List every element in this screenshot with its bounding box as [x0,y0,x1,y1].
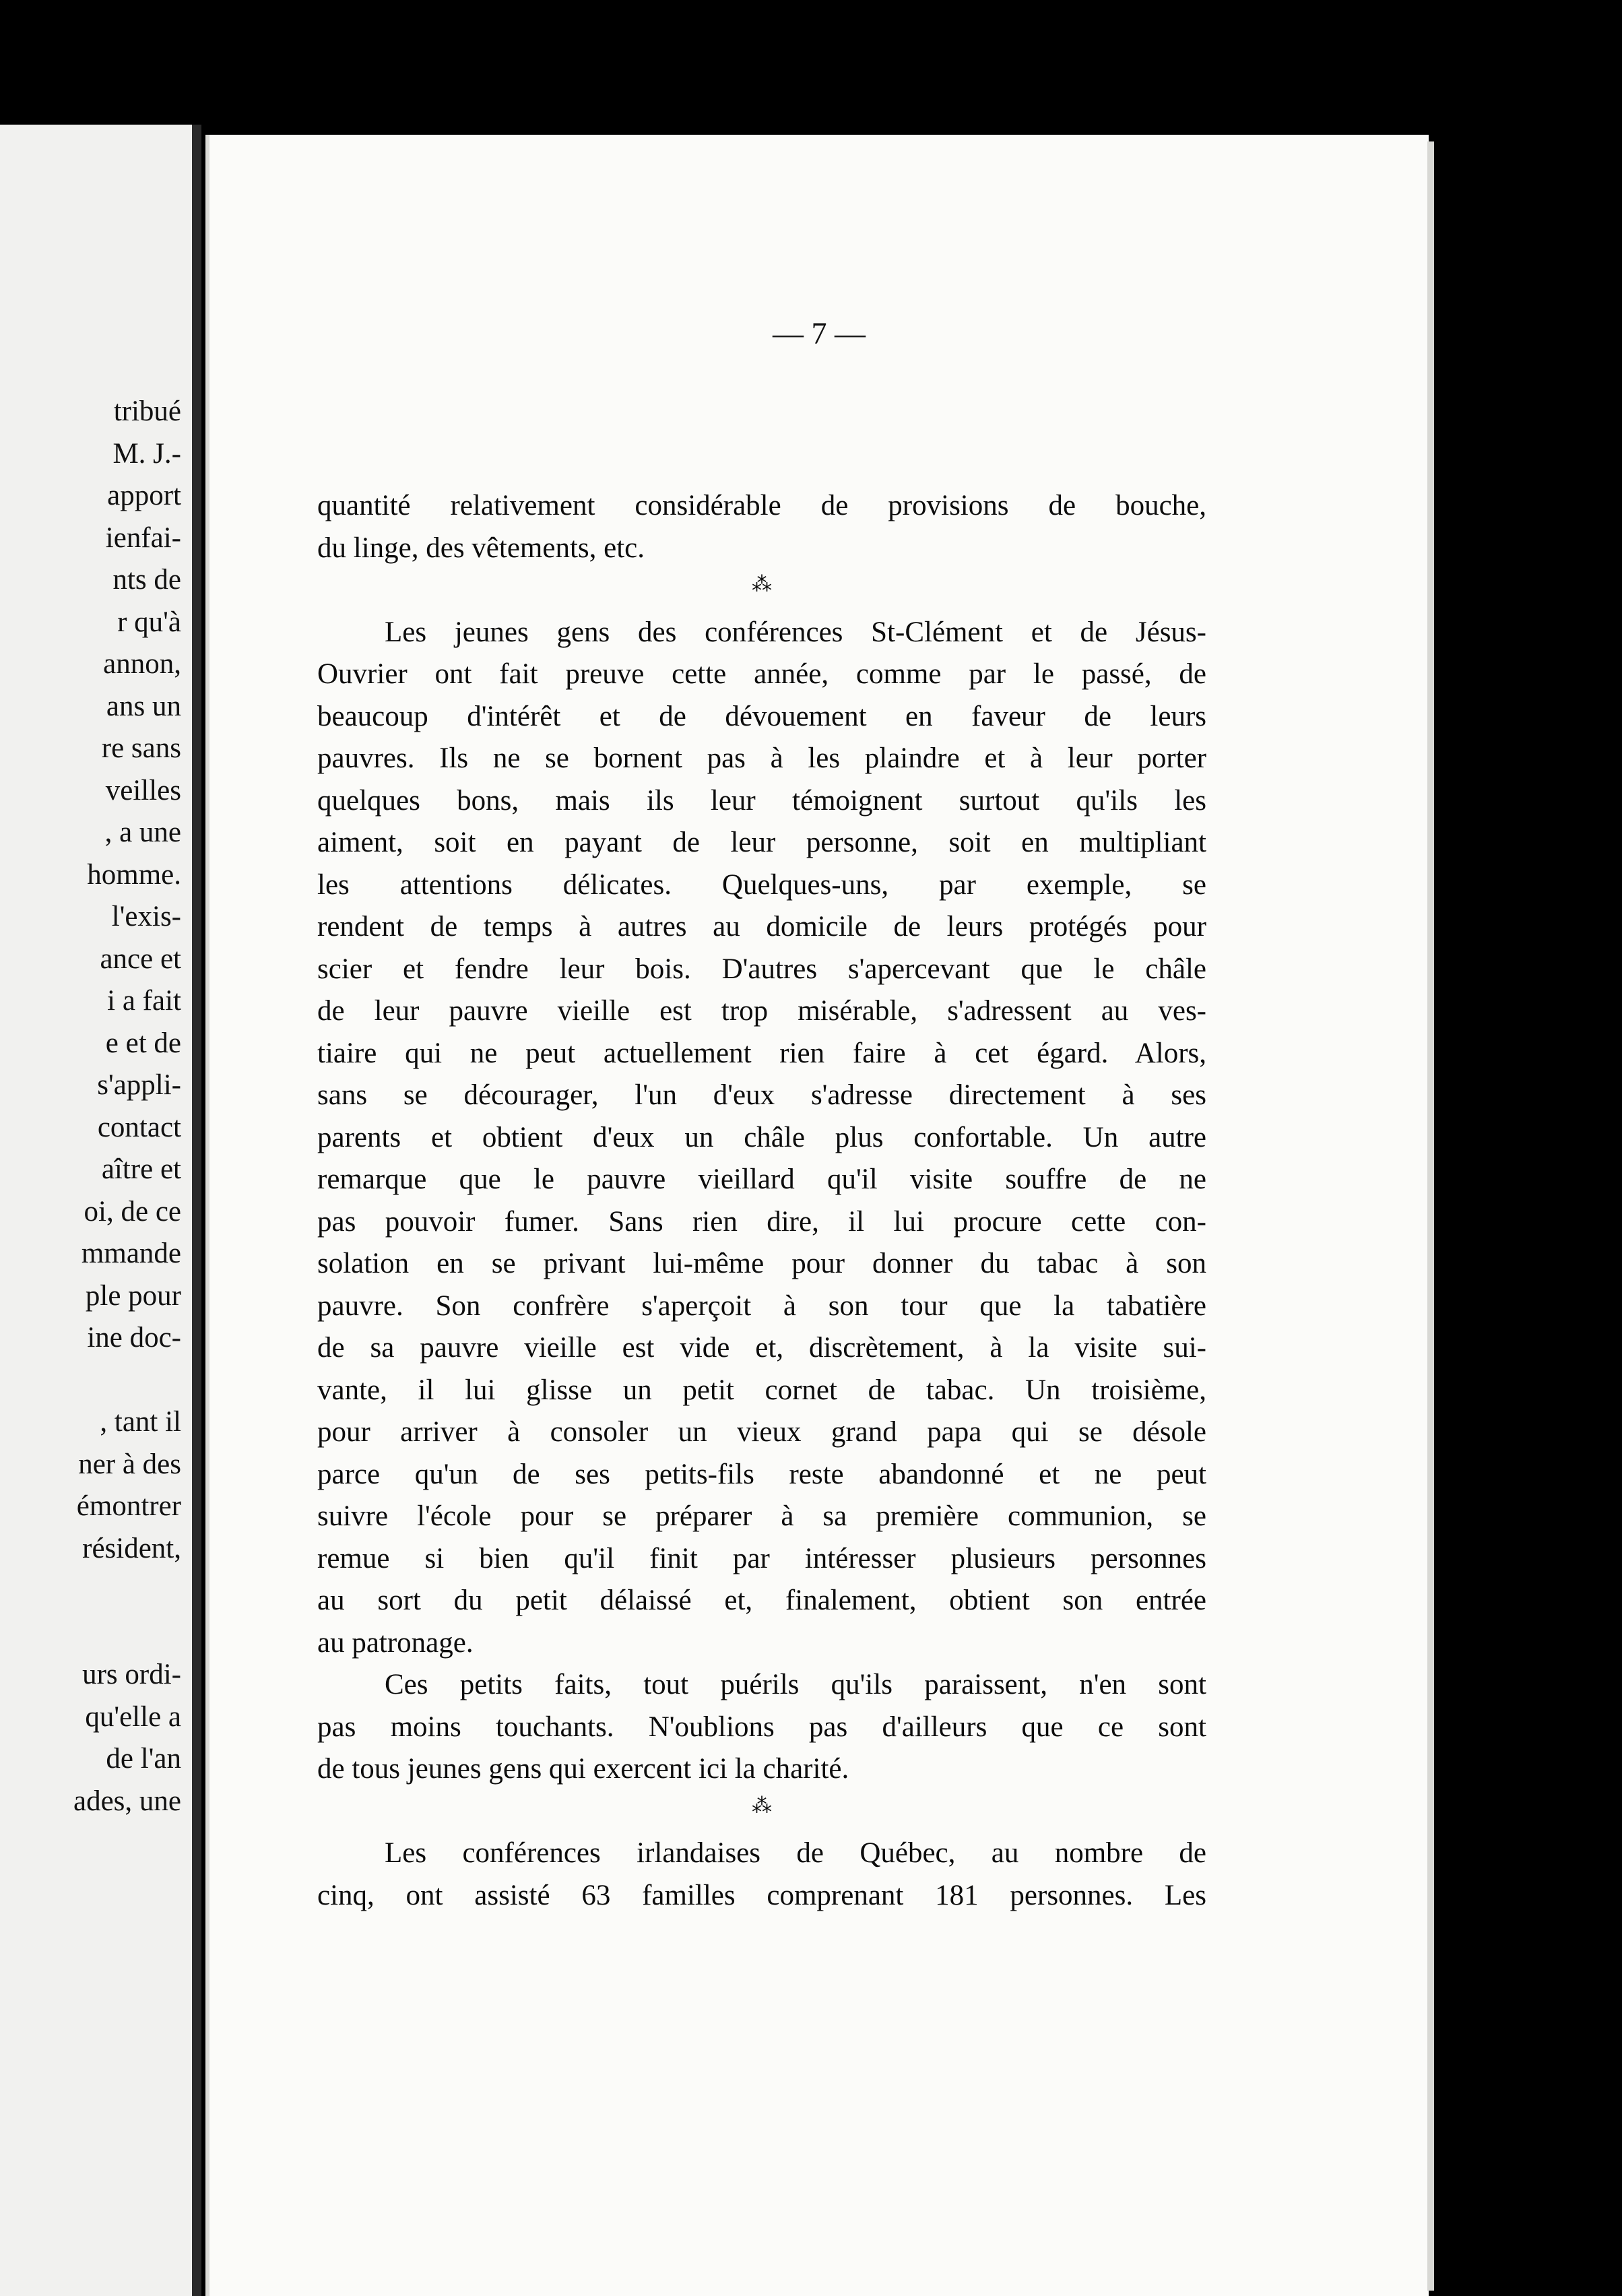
text-line: au patronage. [317,1626,474,1659]
facing-page-line: oi, de ce [84,1195,181,1227]
facing-page-line: émontrer [76,1490,181,1522]
text-line: aiment, soit en payant de leur personne, soit en multipliant [317,827,1206,858]
facing-page-line: r qu'à [117,606,181,638]
facing-page-line: M. J.- [112,437,181,470]
text-line: Les jeunes gens des conférences St-Clément et de Jésus- [385,616,1206,648]
text-line: solation en se privant lui-même pour donner du tabac à son [317,1248,1206,1279]
text-line: pauvre. Son confrère s'aperçoit à son tour que la tabatière [317,1289,1206,1322]
text-line: cinq, ont assisté 63 familles comprenant 181 personnes. Les [317,1879,1206,1911]
facing-page-line: , a une [104,817,181,848]
text-line: beaucoup d'intérêt et de dévouement en faveur de leurs [317,700,1206,732]
facing-page-line: ner à des [78,1448,181,1480]
page-body [317,485,1206,1917]
paragraph [317,485,1206,569]
facing-page-gap [0,1570,181,1612]
facing-page-line: tribué [113,395,181,427]
section-separator: ⁂ [752,573,772,596]
text-line: de sa pauvre vieille est vide et, discrètement, à la visite sui- [317,1332,1206,1364]
text-line: parents et obtient d'eux un châle plus confortable. Un autre [317,1121,1206,1153]
facing-page-line: mmande [81,1238,181,1269]
facing-page-gap [0,1360,181,1402]
facing-page-line: nts de [112,564,181,596]
paragraph [317,1832,1206,1917]
facing-page-line: s'appli- [97,1069,181,1101]
text-line: pour arriver à consoler un vieux grand papa qui se désole [317,1416,1206,1448]
text-line: scier et fendre leur bois. D'autres s'apercevant que le châle [317,953,1206,985]
text-line: quelques bons, mais ils leur témoignent surtout qu'ils les [317,784,1206,817]
paragraph [317,612,1206,1665]
facing-page-line: l'exis- [111,901,181,932]
text-line: sans se décourager, l'un d'eux s'adresse directement à ses [317,1079,1206,1111]
facing-page-line: homme. [87,858,181,891]
facing-page-line: ine doc- [87,1322,181,1353]
facing-page-line: ans un [106,690,181,722]
facing-page-line: aître et [101,1153,181,1185]
paragraph [317,1664,1206,1791]
facing-page-line: apport [107,480,181,511]
section-separator: ⁂ [752,1794,772,1817]
facing-page-line: ienfai- [105,521,181,554]
text-line: pas moins touchants. N'oublions pas d'ailleurs que ce sont [317,1711,1206,1743]
text-line: de tous jeunes gens qui exercent ici la charité. [317,1753,849,1785]
text-line: remue si bien qu'il finit par intéresser plusieurs personnes [317,1542,1206,1574]
text-line: Ces petits faits, tout puérils qu'ils paraissent, n'en sont [385,1669,1206,1700]
text-line: remarque que le pauvre vieillard qu'il visite souffre de ne [317,1163,1206,1195]
facing-page-left [0,125,201,2296]
text-line: parce qu'un de ses petits-fils reste abandonné et ne peut [317,1458,1206,1490]
page-right [205,135,1429,2296]
facing-page-line: résident, [82,1532,181,1564]
text-line: les attentions délicates. Quelques-uns, par exemple, se [317,868,1206,901]
facing-page-line: de l'an [106,1743,181,1775]
facing-page-text [0,391,181,1822]
text-line: Ouvrier ont fait preuve cette année, comme par le passé, de [317,658,1206,690]
text-line: Les conférences irlandaises de Québec, au nombre de [385,1837,1206,1869]
text-line: du linge, des vêtements, etc. [317,532,645,564]
text-line: suivre l'école pour se préparer à sa première communion, se [317,1500,1206,1532]
text-line: pas pouvoir fumer. Sans rien dire, il lui procure cette con- [317,1205,1206,1238]
text-line: quantité relativement considérable de provisions de bouche, [317,490,1206,521]
facing-page-line: annon, [103,648,181,680]
text-line: rendent de temps à autres au domicile de leurs protégés pour [317,911,1206,943]
facing-page-gap [0,1612,181,1655]
facing-page-line: veilles [105,774,181,806]
page-edge [1427,141,1434,2291]
facing-page-line: urs ordi- [82,1659,181,1690]
facing-page-line: qu'elle a [85,1700,181,1733]
text-line: pauvres. Ils ne se bornent pas à les plaindre et à leur porter [317,742,1206,774]
facing-page-line: ple pour [85,1279,181,1312]
text-line: vante, il lui glisse un petit cornet de tabac. Un troisième, [317,1374,1206,1406]
facing-page-line: re sans [101,732,181,764]
facing-page-line: e et de [105,1027,181,1059]
facing-page-line: contact [97,1111,181,1143]
facing-page-line: i a fait [107,985,181,1017]
page-number: — 7 — [773,316,866,350]
facing-page-line: ance et [100,943,181,975]
facing-page-line: ades, une [73,1785,181,1817]
text-line: tiaire qui ne peut actuellement rien faire à cet égard. Alors, [317,1037,1206,1069]
text-line: de leur pauvre vieille est trop misérable, s'adressent au ves- [317,995,1206,1027]
facing-page-line: , tant il [100,1406,181,1438]
text-line: au sort du petit délaissé et, finalement, obtient son entrée [317,1585,1206,1616]
